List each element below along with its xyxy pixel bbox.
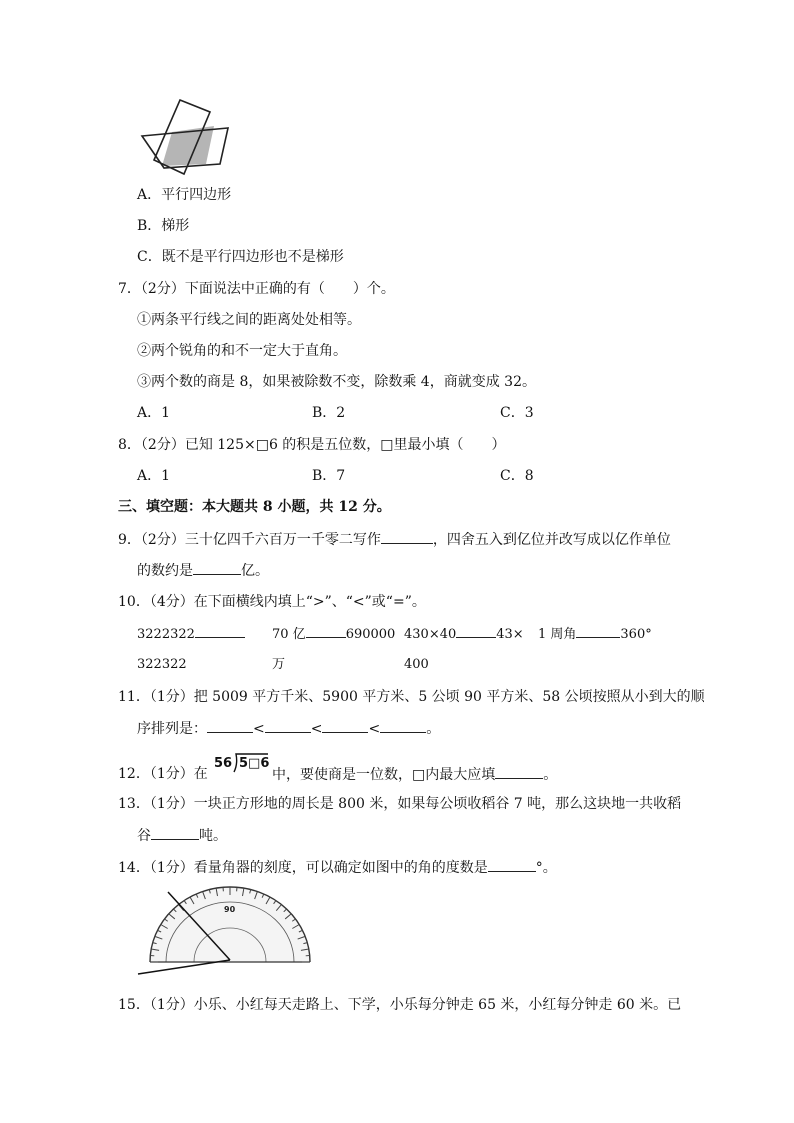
q10-item-1-right: 322322 (137, 657, 187, 672)
q7-stem: 7．（2分）下面说法中正确的有（ ）个。 (118, 281, 395, 297)
q11-blank-3[interactable] (322, 718, 368, 733)
q14-protractor-figure (138, 890, 318, 980)
q11-line-2 (137, 718, 440, 739)
section-3-title: 三、填空题：本大题共 8 小题，共 12 分。 (118, 499, 391, 515)
q11-end: 。 (426, 721, 441, 737)
q15-line: 15．（1分）小乐、小红每天走路上、下学，小乐每分钟走 65 米，小红每分钟走 60 米。已 (118, 997, 682, 1013)
q11-blank-1[interactable] (207, 718, 253, 733)
q10-item-3-right-2: 400 (404, 657, 429, 672)
q11-line-1: 11．（1分）把 5009 平方千米、5900 平方米、5 公顷 90 平方米、58 公顷按照从小到大的顺 (118, 689, 705, 705)
q11-blank-4[interactable] (380, 718, 426, 733)
q10-stem: 10．（4分）在下面横线内填上“>”、“<”或“=”。 (118, 594, 426, 610)
q10-item-2 (272, 623, 395, 645)
q12-line (272, 764, 557, 785)
q10-item-2-right: 690000 (345, 627, 396, 642)
q14-text: 14．（1分）看量角器的刻度，可以确定如图中的角的度数是 (118, 860, 488, 876)
q9-blank-2[interactable] (193, 560, 241, 575)
q6-option-c[interactable]: C．既不是平行四边形也不是梯形 (137, 249, 344, 265)
q11-sep-1: < (253, 721, 265, 737)
q14-end: °。 (535, 860, 557, 876)
q9-text-4: 亿。 (241, 563, 269, 579)
q12-dividend: 5□6 (239, 756, 270, 771)
q12-divisor: 56 (214, 756, 233, 771)
q9-blank-1[interactable] (381, 529, 433, 544)
q8-option-c[interactable]: C．8 (500, 468, 534, 484)
q10-item-4-left: 1 周角 (538, 627, 577, 642)
q10-blank-2[interactable] (306, 623, 346, 638)
q7-statement-2: ②两个锐角的和不一定大于直角。 (137, 343, 347, 359)
q14-blank[interactable] (488, 857, 536, 872)
q9-line-2 (137, 560, 269, 581)
q10-item-2-unit: 万 (272, 657, 286, 672)
q10-item-1-left: 3222322 (137, 627, 195, 642)
q12-blank[interactable] (495, 764, 543, 779)
q9-text-1: 9．（2分）三十亿四千六百万一千零二写作 (118, 532, 381, 548)
q13-line-1: 13．（1分）一块正方形地的周长是 800 米，如果每公顷收稻谷 7 吨，那么这块地一共收稻 (118, 796, 682, 812)
q11-blank-2[interactable] (265, 718, 311, 733)
q9-text-2: ，四舍五入到亿位并改写成以亿作单位 (432, 532, 671, 548)
q10-item-2-left: 70 亿 (272, 627, 306, 642)
q7-option-b[interactable]: B．2 (312, 405, 346, 421)
q8-option-a[interactable]: A．1 (137, 468, 171, 484)
q7-statement-1: ①两条平行线之间的距离处处相等。 (137, 312, 361, 328)
q10-item-1 (137, 623, 245, 645)
q10-item-4 (538, 623, 652, 645)
q12-suffix: 中，要使商是一位数，□内最大应填 (272, 767, 496, 783)
q8-option-b[interactable]: B．7 (312, 468, 346, 484)
q10-item-4-right: 360° (620, 627, 652, 642)
q7-option-a[interactable]: A．1 (137, 405, 171, 421)
q11-sep-2: < (310, 721, 323, 737)
q13-prefix: 谷 (137, 828, 151, 844)
q9-line-1 (118, 529, 671, 550)
q11-sep-3: < (368, 721, 381, 737)
q12-long-division (214, 752, 270, 776)
q11-prefix: 序排列是： (137, 721, 207, 737)
q10-item-3-right: 43× (496, 627, 524, 642)
q6-option-b[interactable]: B．梯形 (137, 218, 190, 234)
protractor-label-90: 90 (224, 905, 236, 914)
q6-overlap-figure (138, 98, 238, 178)
q12-end: 。 (543, 767, 558, 783)
q14-line (118, 857, 557, 878)
q9-text-3: 的数约是 (137, 563, 193, 579)
q10-blank-3[interactable] (456, 623, 496, 638)
q10-blank-4[interactable] (576, 623, 620, 638)
q10-item-3 (404, 623, 524, 645)
q13-blank[interactable] (151, 825, 199, 840)
q7-option-c[interactable]: C．3 (500, 405, 534, 421)
q8-stem: 8．（2分）已知 125×□6 的积是五位数，□里最小填（ ） (118, 437, 506, 453)
q7-statement-3: ③两个数的商是 8，如果被除数不变，除数乘 4，商就变成 32。 (137, 374, 536, 390)
q13-line-2 (137, 825, 227, 846)
q13-end: 吨。 (199, 828, 227, 844)
q6-option-a[interactable]: A．平行四边形 (137, 187, 232, 203)
q10-blank-1[interactable] (195, 623, 245, 638)
q10-item-3-left: 430×40 (404, 627, 457, 642)
q12-prefix: 12．（1分）在 (118, 766, 208, 782)
